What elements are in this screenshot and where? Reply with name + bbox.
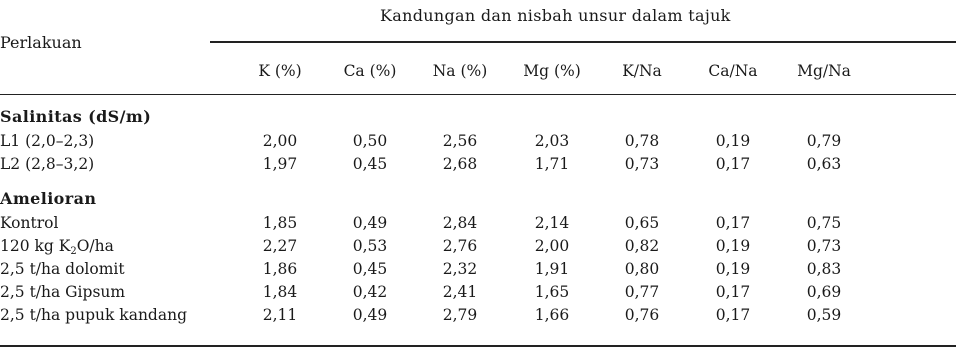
cell-ca-na: 0,17 [715, 283, 751, 301]
cell-ca: 0,42 [352, 283, 388, 301]
cell-ca: 0,49 [352, 306, 388, 324]
row-label: Kontrol [0, 214, 59, 232]
cell-k: 2,11 [262, 306, 298, 324]
cell-mg-na: 0,83 [806, 260, 842, 278]
cell-na: 2,68 [442, 155, 478, 173]
row-label: L2 (2,8–3,2) [0, 155, 95, 173]
group-header: Kandungan dan nisbah unsur dalam tajuk [380, 6, 731, 25]
cell-ca: 0,53 [352, 237, 388, 255]
cell-k: 1,85 [262, 214, 298, 232]
cell-ca: 0,45 [352, 260, 388, 278]
cell-ca-na: 0,17 [715, 155, 751, 173]
cell-k: 1,86 [262, 260, 298, 278]
cell-mg-na: 0,79 [806, 132, 842, 150]
column-header-k: K (%) [258, 62, 302, 80]
section-title-amelioran: Amelioran [0, 189, 97, 208]
cell-k-na: 0,73 [624, 155, 660, 173]
header-rule [210, 41, 956, 43]
row-label: 2,5 t/ha Gipsum [0, 283, 126, 301]
cell-na: 2,79 [442, 306, 478, 324]
cell-k-na: 0,77 [624, 283, 660, 301]
row-header: Perlakuan [0, 33, 82, 52]
cell-mg: 1,71 [534, 155, 570, 173]
cell-ca-na: 0,19 [715, 132, 751, 150]
cell-k: 2,27 [262, 237, 298, 255]
cell-na: 2,32 [442, 260, 478, 278]
cell-mg: 2,00 [534, 237, 570, 255]
cell-ca-na: 0,19 [715, 237, 751, 255]
cell-ca: 0,45 [352, 155, 388, 173]
cell-mg-na: 0,73 [806, 237, 842, 255]
cell-ca-na: 0,17 [715, 214, 751, 232]
column-header-ca: Ca (%) [343, 62, 397, 80]
cell-ca: 0,50 [352, 132, 388, 150]
cell-k: 1,97 [262, 155, 298, 173]
cell-k-na: 0,76 [624, 306, 660, 324]
cell-mg-na: 0,63 [806, 155, 842, 173]
column-header-na: Na (%) [432, 62, 488, 80]
row-label-text: 120 kg K [0, 237, 71, 255]
table-bottom-rule [0, 345, 956, 347]
column-header-mg: Mg (%) [523, 62, 581, 80]
cell-na: 2,76 [442, 237, 478, 255]
column-header-mg-na: Mg/Na [797, 62, 851, 80]
row-label-text-suffix: O/ha [76, 237, 114, 255]
row-label [0, 237, 114, 255]
cell-na: 2,56 [442, 132, 478, 150]
cell-ca-na: 0,17 [715, 306, 751, 324]
column-header-k-na: K/Na [622, 62, 662, 80]
column-header-ca-na: Ca/Na [708, 62, 758, 80]
cell-na: 2,84 [442, 214, 478, 232]
cell-ca-na: 0,19 [715, 260, 751, 278]
cell-k-na: 0,78 [624, 132, 660, 150]
column-header-rule [0, 94, 956, 95]
cell-mg: 1,66 [534, 306, 570, 324]
cell-mg-na: 0,59 [806, 306, 842, 324]
cell-k-na: 0,65 [624, 214, 660, 232]
cell-k-na: 0,82 [624, 237, 660, 255]
cell-mg: 1,91 [534, 260, 570, 278]
cell-k: 1,84 [262, 283, 298, 301]
row-label: 2,5 t/ha dolomit [0, 260, 125, 278]
row-label: 2,5 t/ha pupuk kandang [0, 306, 187, 324]
cell-mg: 2,03 [534, 132, 570, 150]
cell-k-na: 0,80 [624, 260, 660, 278]
cell-ca: 0,49 [352, 214, 388, 232]
cell-k: 2,00 [262, 132, 298, 150]
cell-mg: 2,14 [534, 214, 570, 232]
section-title-salinitas: Salinitas (dS/m) [0, 107, 152, 126]
cell-mg: 1,65 [534, 283, 570, 301]
row-label: L1 (2,0–2,3) [0, 132, 95, 150]
cell-mg-na: 0,75 [806, 214, 842, 232]
row-label-subscript: 2 [70, 246, 77, 257]
cell-na: 2,41 [442, 283, 478, 301]
cell-mg-na: 0,69 [806, 283, 842, 301]
